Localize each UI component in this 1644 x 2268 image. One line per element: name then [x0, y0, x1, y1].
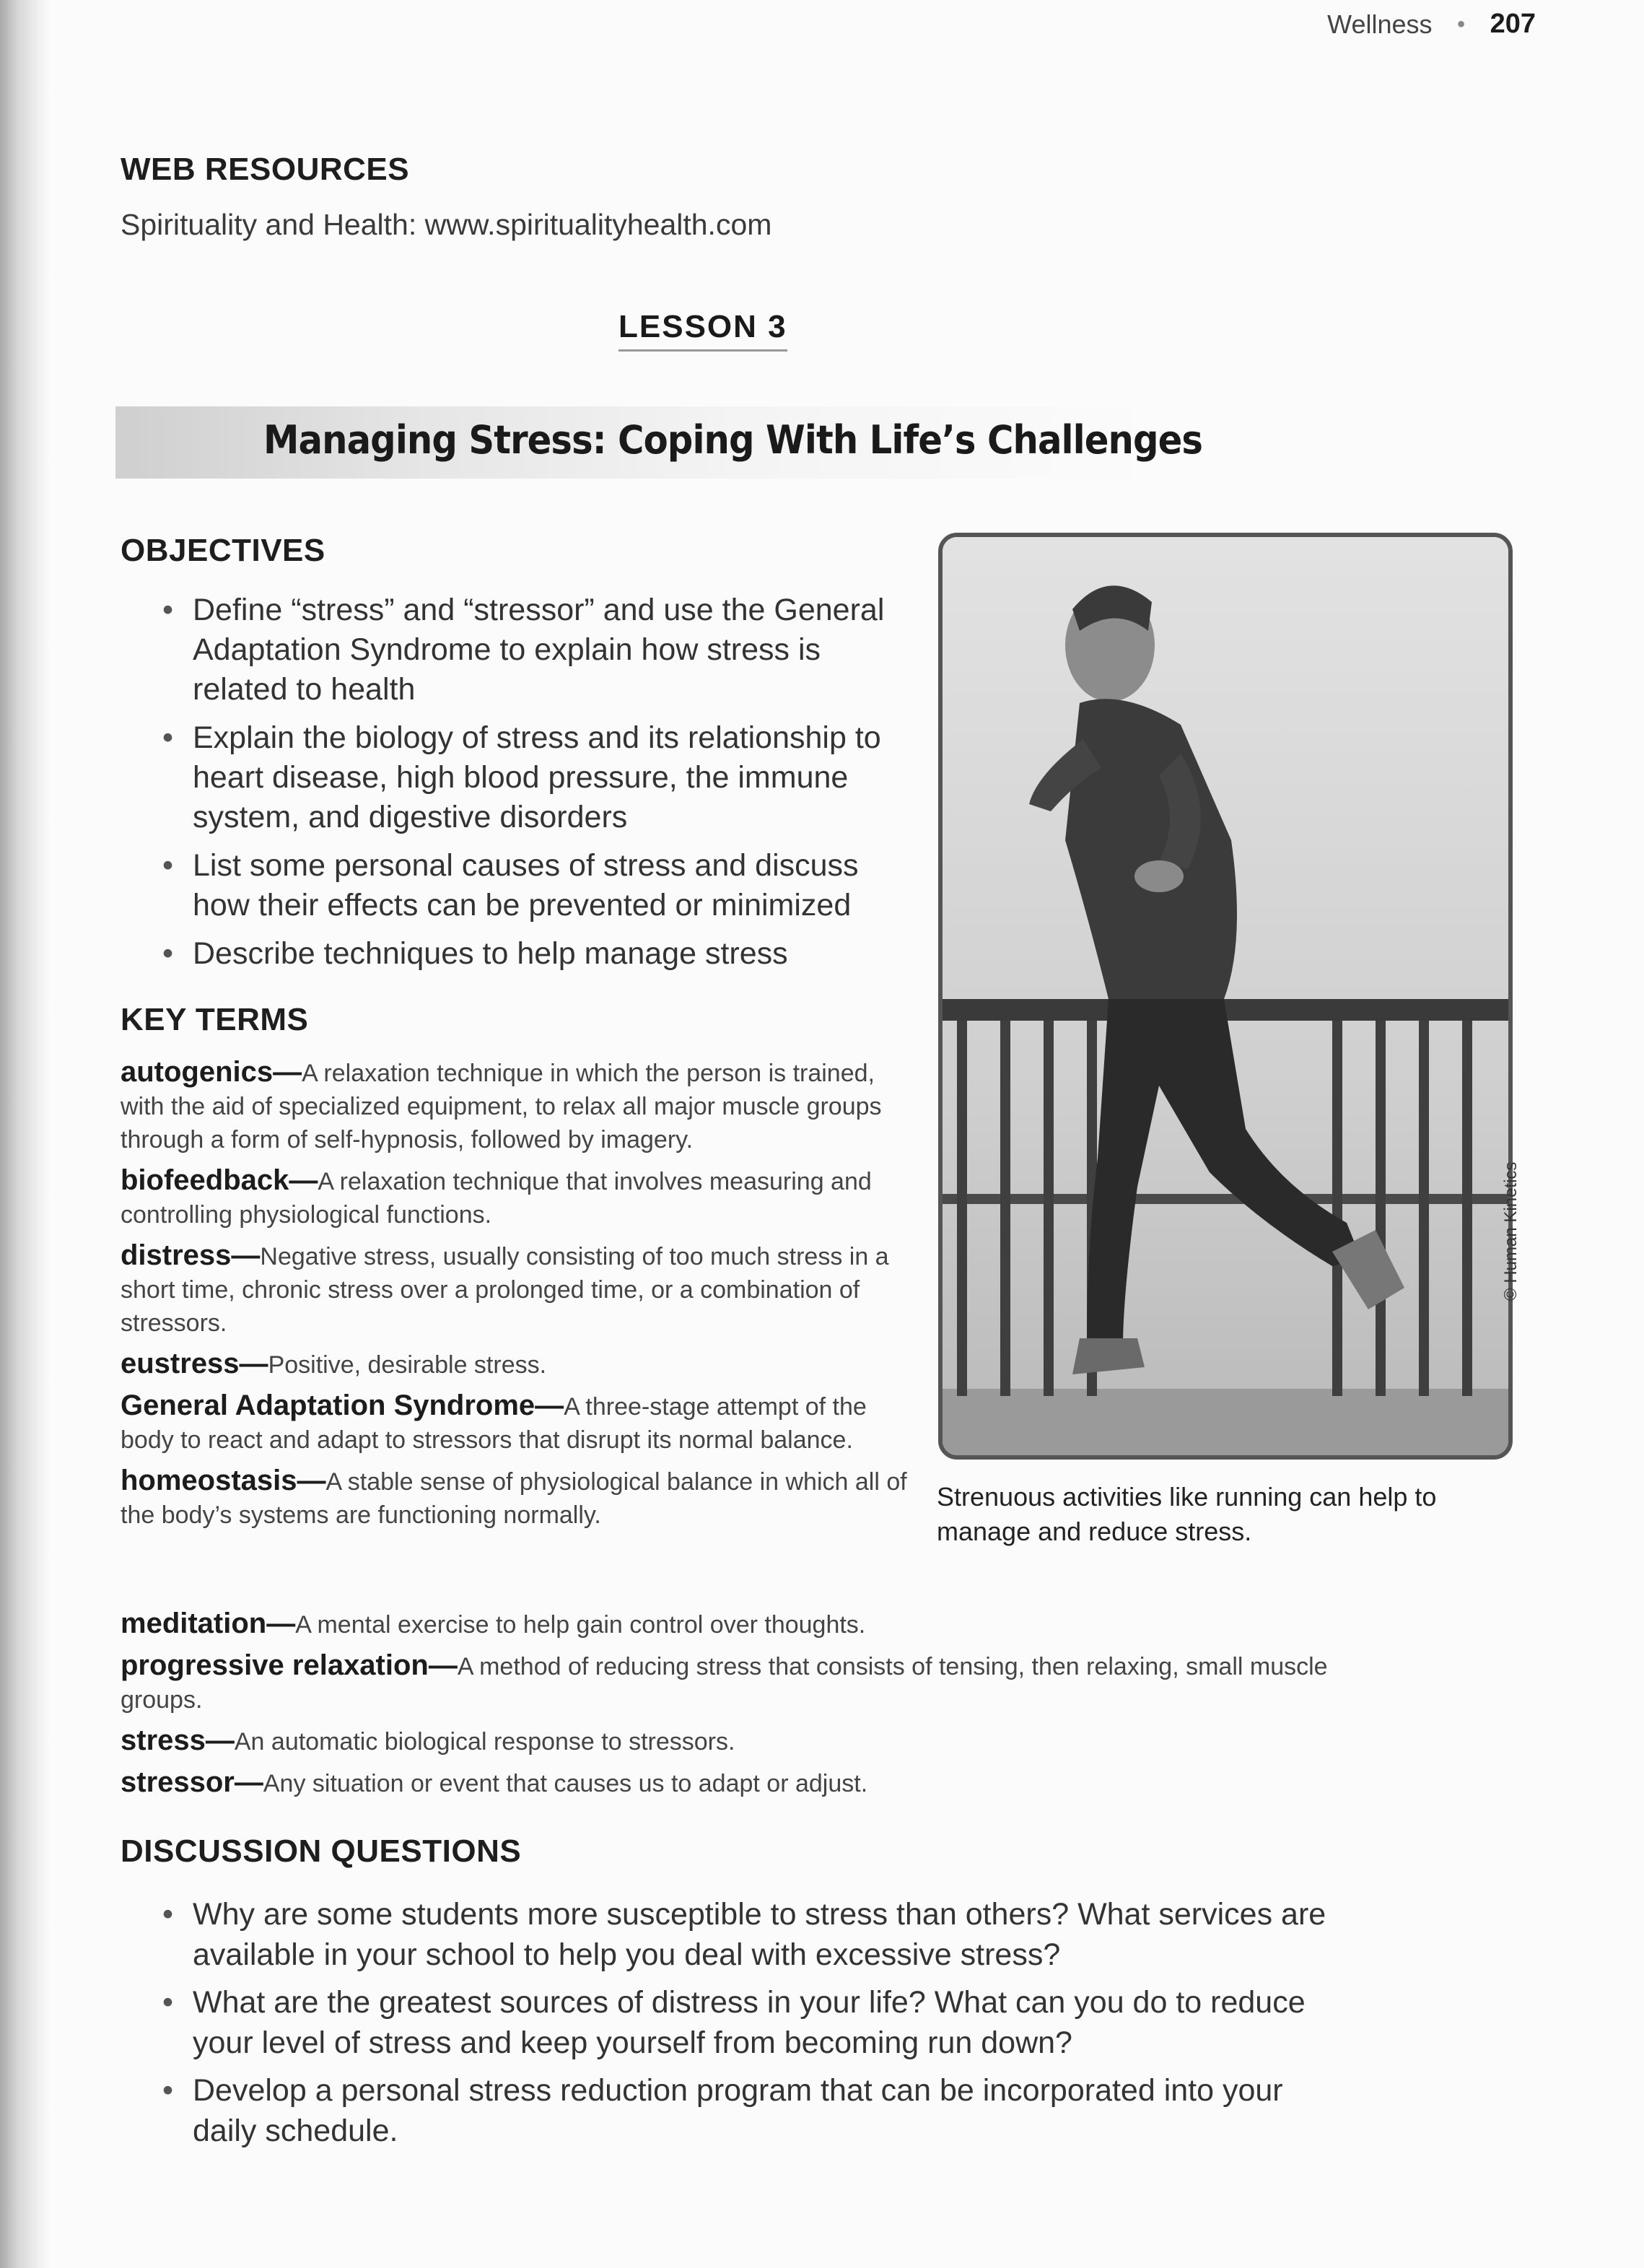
web-resources-text: Spirituality and Health: www.spiritualityhealth.com	[121, 208, 772, 241]
running-header	[1327, 9, 1536, 40]
photo-credit: © Human Kinetics	[1501, 1161, 1521, 1301]
lesson-label: LESSON 3	[618, 309, 787, 352]
list-item: • What are the greatest sources of distress in your life? What can you do to reduce your level of stress and keep yourself from becoming run down?	[121, 1982, 1347, 2063]
runner-photo-illustration	[943, 537, 1508, 1455]
key-term-definition: A mental exercise to help gain control over thoughts.	[295, 1611, 866, 1639]
bullet-icon: •	[162, 2073, 174, 2108]
photo-caption: Strenuous activities like running can help to manage and reduce stress.	[937, 1482, 1437, 1546]
bullet-icon: •	[162, 936, 174, 971]
key-term-entry	[121, 1347, 907, 1382]
key-term: eustress—	[121, 1348, 268, 1379]
runner-photo	[938, 533, 1513, 1460]
objectives-heading: OBJECTIVES	[121, 533, 325, 568]
list-item: • List some personal causes of stress and discuss how their effects can be prevented or minimized	[121, 846, 907, 925]
objectives-list	[121, 590, 907, 982]
key-term: stressor—	[121, 1766, 263, 1798]
list-item: • Why are some students more susceptible to stress than others? What services are available in your school to help you deal with excessive stress?	[121, 1894, 1347, 1975]
bullet-icon: •	[162, 1897, 174, 1932]
key-term-definition: A three-stage attempt of the body to react and adapt to stressors that disrupt its normal balance.	[121, 1393, 867, 1454]
header-separator-icon: ●	[1456, 16, 1466, 32]
key-term-entry	[121, 1607, 1333, 1641]
key-term-definition: An automatic biological response to stressors.	[234, 1728, 735, 1755]
key-term-definition: Negative stress, usually consisting of too much stress in a short time, chronic stress over a prolonged time, or a combination of stressors.	[121, 1243, 889, 1337]
list-item: • Develop a personal stress reduction program that can be incorporated into your daily schedule.	[121, 2070, 1347, 2151]
discussion-heading: DISCUSSION QUESTIONS	[121, 1833, 522, 1869]
key-term-definition: A stable sense of physiological balance in which all of the body’s systems are functioning normally.	[121, 1468, 907, 1529]
key-term: stress—	[121, 1724, 235, 1756]
key-term-definition: A relaxation technique that involves measuring and controlling physiological functions.	[121, 1168, 872, 1229]
list-item: • Describe techniques to help manage stress	[121, 934, 907, 974]
key-term-entry	[121, 1766, 1333, 1800]
key-terms-list-wide	[121, 1607, 1333, 1807]
page-gutter-shadow	[0, 0, 51, 2268]
key-term-definition: Any situation or event that causes us to adapt or adjust.	[263, 1770, 868, 1797]
key-term: biofeedback—	[121, 1164, 318, 1196]
page-number: 207	[1490, 9, 1536, 39]
key-term-definition: A method of reducing stress that consists of tensing, then relaxing, small muscle groups.	[121, 1653, 1328, 1714]
key-terms-heading: KEY TERMS	[121, 1002, 309, 1037]
key-term-entry	[121, 1649, 1333, 1717]
bullet-icon: •	[162, 848, 174, 883]
key-term-entry	[121, 1464, 907, 1532]
discussion-list	[121, 1894, 1347, 2158]
key-term-definition: A relaxation technique in which the person is trained, with the aid of specialized equipment, to relax all major muscle groups through a form of self-hypnosis, followed by imagery.	[121, 1060, 882, 1153]
list-item: • Explain the biology of stress and its relationship to heart disease, high blood pressure, the immune system, and digestive disorders	[121, 718, 907, 837]
key-term: distress—	[121, 1239, 261, 1271]
key-term-entry	[121, 1055, 907, 1156]
key-term: General Adaptation Syndrome—	[121, 1390, 564, 1421]
key-term: homeostasis—	[121, 1465, 326, 1496]
bullet-icon: •	[162, 1985, 174, 2020]
header-section: Wellness	[1327, 9, 1433, 39]
lesson-title: Managing Stress: Coping With Life’s Challenges	[263, 417, 1203, 463]
key-term: progressive relaxation—	[121, 1649, 458, 1681]
key-term-entry	[121, 1389, 907, 1457]
key-term-entry	[121, 1239, 907, 1340]
key-term: autogenics—	[121, 1056, 302, 1088]
key-term-entry	[121, 1724, 1333, 1758]
web-resources-heading: WEB RESOURCES	[121, 152, 410, 187]
key-term-definition: Positive, desirable stress.	[268, 1351, 547, 1379]
bullet-icon: •	[162, 720, 174, 755]
key-term: meditation—	[121, 1608, 296, 1639]
key-terms-list-narrow	[121, 1055, 907, 1539]
bullet-icon: •	[162, 593, 174, 627]
list-item: • Define “stress” and “stressor” and use the General Adaptation Syndrome to explain how stress is related to health	[121, 590, 907, 710]
key-term-entry	[121, 1164, 907, 1231]
